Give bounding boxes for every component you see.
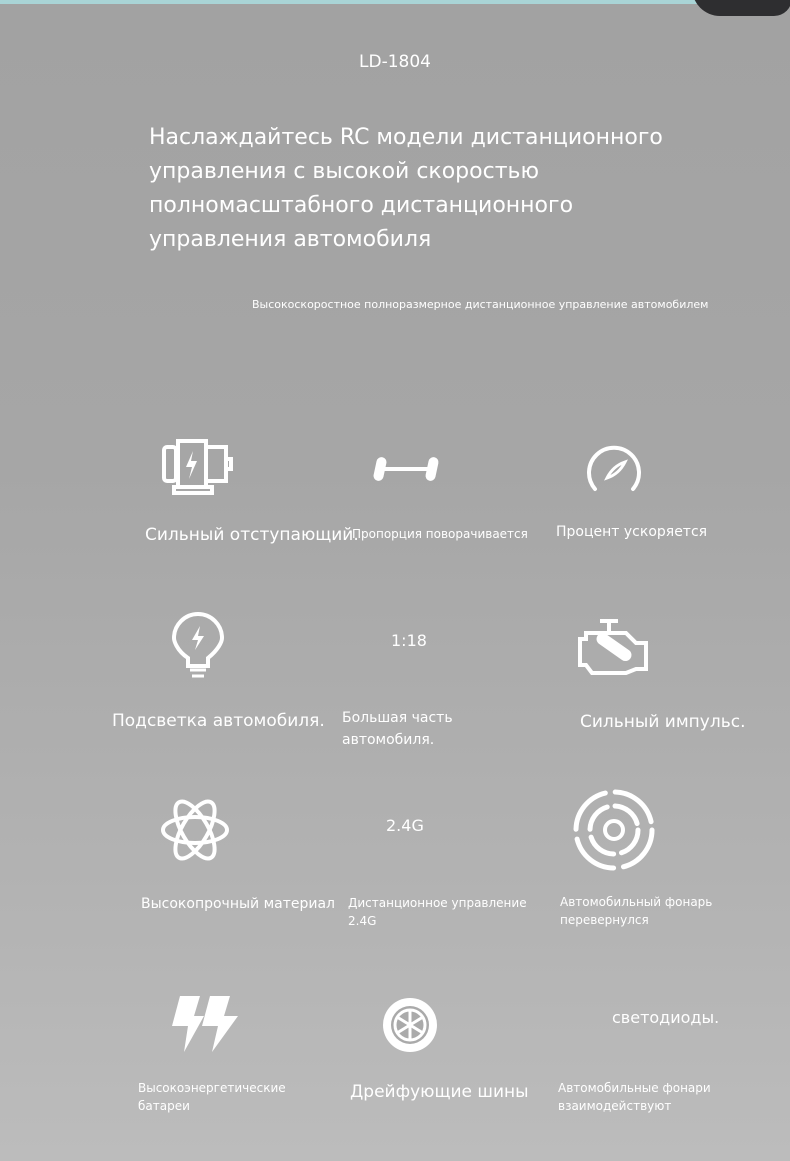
battery-charge-icon: [160, 437, 236, 497]
feature-label: Большая часть автомобиля.: [342, 710, 453, 748]
feature-label: Процент ускоряется: [556, 524, 708, 540]
car-image-fragment: [692, 0, 790, 16]
wheel-icon: [380, 995, 440, 1055]
feature-label: Высокоэнергетические батареи: [138, 1081, 286, 1113]
frequency-value: 2.4G: [386, 816, 424, 835]
feature-label: Подсветка автомобиля.: [112, 711, 325, 731]
top-strip: [0, 0, 790, 4]
subtitle: Высокоскоростное полноразмерное дистанционное управление автомобилем: [252, 298, 709, 311]
feature-label: Пропорция поворачивается: [352, 527, 528, 541]
feature-label: Высокопрочный материал: [141, 896, 335, 912]
bulb-icon: [172, 612, 224, 680]
engine-icon: [576, 617, 652, 675]
led-value: светодиоды.: [612, 1008, 720, 1027]
feature-label: Автомобильный фонарь перевернулся: [560, 895, 713, 927]
axle-icon: [372, 454, 440, 484]
target-icon: [571, 787, 657, 873]
atom-icon: [160, 794, 230, 866]
model-number: LD-1804: [359, 52, 431, 72]
lightning-icon: [170, 994, 240, 1054]
speedometer-icon: [585, 444, 643, 494]
feature-label: Дистанционное управление 2.4G: [348, 896, 527, 928]
feature-label: Автомобильные фонари взаимодействуют: [558, 1081, 711, 1113]
headline: Наслаждайтесь RC модели дистанционного управления с высокой скоростью полномасштабного дистанционного управления автомобиля: [149, 125, 663, 252]
feature-label: Дрейфующие шины: [350, 1082, 529, 1102]
scale-value: 1:18: [391, 631, 427, 650]
feature-label: Сильный отступающий.: [145, 525, 359, 545]
feature-label: Сильный импульс.: [580, 712, 746, 732]
